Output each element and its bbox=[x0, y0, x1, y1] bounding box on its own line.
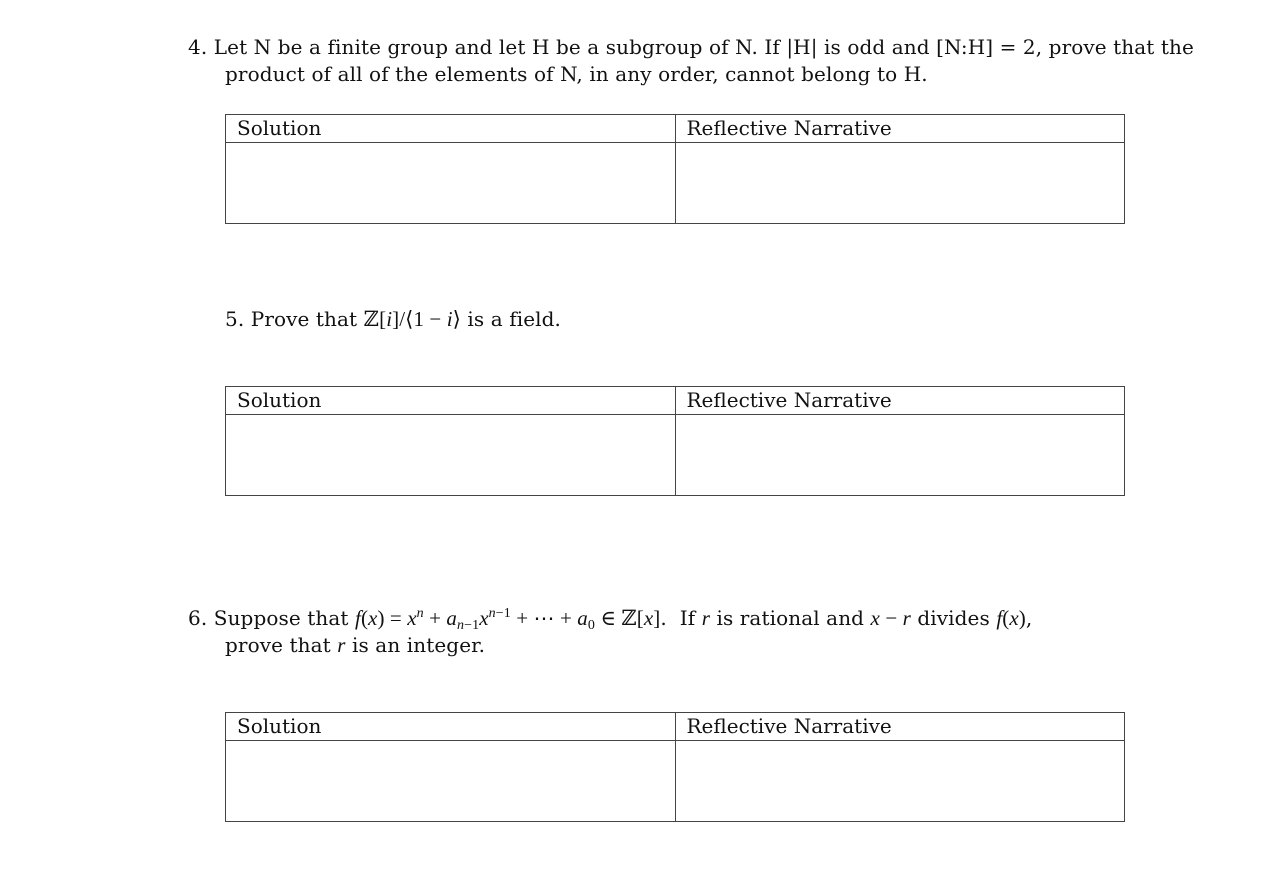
problem-6-line-2 bbox=[188, 632, 1032, 659]
solution-cell[interactable] bbox=[226, 143, 676, 224]
reflective-narrative-header: Reflective Narrative bbox=[675, 115, 1125, 143]
problem-5-answer-table bbox=[225, 386, 1125, 496]
problem-4-answer-table bbox=[225, 114, 1125, 224]
problem-4-line-2: product of all of the elements of N, in any order, cannot belong to H. bbox=[225, 62, 928, 86]
problem-6-text-before: Suppose that bbox=[213, 606, 355, 630]
problem-6-answer-table bbox=[225, 712, 1125, 822]
problem-4 bbox=[188, 34, 1194, 88]
problem-6-line-1: 6. Suppose that $f(x) = x^n + a_{n-1}x^{n-1}$ + ⋯ + $a_0$ ∈ ℤ[x]. If r is rational and x − r divides f(x), bbox=[188, 606, 1033, 633]
solution-header: Solution bbox=[226, 713, 676, 741]
table-header-row bbox=[226, 387, 1125, 415]
math-ideal: ]/⟨1 − bbox=[392, 307, 447, 331]
problem-5-number: 5. bbox=[225, 307, 245, 331]
math-var-i: i bbox=[446, 307, 453, 331]
solution-header: Solution bbox=[226, 115, 676, 143]
problem-6-line-2-after: is an integer. bbox=[345, 633, 486, 657]
math-close: ⟩ bbox=[452, 307, 461, 331]
table-header-row bbox=[226, 115, 1125, 143]
solution-header: Solution bbox=[226, 387, 676, 415]
table-row bbox=[226, 415, 1125, 496]
problem-5-line-1 bbox=[225, 306, 561, 333]
solution-cell[interactable] bbox=[226, 741, 676, 822]
problem-5-math bbox=[364, 307, 461, 331]
problem-4-line-1 bbox=[188, 34, 1194, 61]
problem-5-text-before: Prove that bbox=[250, 307, 364, 331]
reflective-narrative-cell[interactable] bbox=[675, 415, 1125, 496]
math-var-r: r bbox=[337, 633, 346, 657]
problem-5-text-after: is a field. bbox=[460, 307, 561, 331]
reflective-narrative-cell[interactable] bbox=[675, 143, 1125, 224]
reflective-narrative-cell[interactable] bbox=[675, 741, 1125, 822]
problem-6 bbox=[188, 605, 1032, 659]
problem-5 bbox=[225, 306, 561, 333]
table-row bbox=[226, 143, 1125, 224]
table-row bbox=[226, 741, 1125, 822]
problem-6-line-2-before: prove that bbox=[225, 633, 338, 657]
solution-cell[interactable] bbox=[226, 415, 676, 496]
math-var-i: i bbox=[386, 307, 393, 331]
problem-4-text: Let N be a finite group and let H be a subgroup of N. If |H| is odd and [N:H] = 2, prove that the bbox=[213, 35, 1194, 59]
problem-6-number: 6. bbox=[188, 606, 208, 630]
reflective-narrative-header: Reflective Narrative bbox=[675, 387, 1125, 415]
problem-4-number: 4. bbox=[188, 35, 208, 59]
problem-6-polynomial: $f(x) = x^n + a_{n-1}x^{n-1}$ + ⋯ + $a_0$ ∈ ℤ[x] bbox=[355, 606, 661, 633]
reflective-narrative-header: Reflective Narrative bbox=[675, 713, 1125, 741]
math-ring: ℤ[ bbox=[363, 307, 387, 331]
table-header-row bbox=[226, 713, 1125, 741]
